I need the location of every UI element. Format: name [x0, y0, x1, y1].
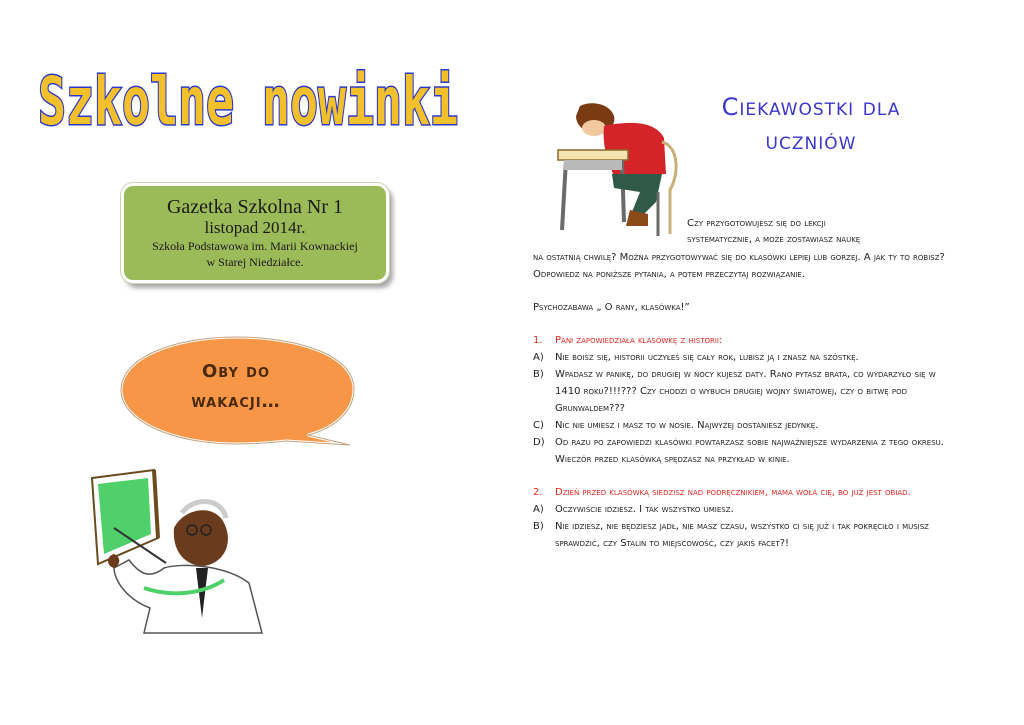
bubble-text: [118, 357, 354, 417]
student-illustration: [552, 102, 684, 240]
answer-mark: B): [533, 521, 544, 532]
teacher-illustration: [84, 468, 264, 633]
question-1-text: Pani zapowiedziała klasówkę z historii:: [555, 335, 723, 346]
answer-text: Nic nie umiesz i masz to w nosie. Najwyżej dostaniesz jedynkę.: [555, 420, 819, 431]
masthead-title: Szkolne nowinki: [38, 63, 458, 140]
article-title: [680, 90, 942, 158]
answer-mark: A): [533, 352, 544, 363]
answer-text: Oczywiście idziesz. I tak wszystko umiesz.: [555, 504, 734, 515]
article-body: [533, 249, 945, 552]
q1-answer-a: [533, 349, 945, 366]
question-1-number: 1.: [533, 335, 543, 346]
newsletter-masthead: [36, 58, 466, 138]
q1-answer-d: [533, 434, 945, 468]
answer-text: Wpadasz w panikę, do drugiej w nocy kujesz daty. Rano pytasz brata, co wydarzyło się w 1410 roku?!!!??? Czy chodzi o wybuch drugiej wojny światowej, czy o bitwę pod Grunwaldem???: [555, 369, 936, 414]
masthead-wordart: [36, 58, 466, 138]
quiz-title: Psychozabawa „ O rany, klasówka!”: [533, 302, 690, 313]
issue-title: Gazetka Szkolna Nr 1: [166, 196, 344, 218]
answer-mark: D): [533, 437, 545, 448]
answer-text: Nie idziesz, nie będziesz jadł, nie masz czasu, wszystko ci się już i tak pokręciło i musisz sprawdzić, czy Stalin to miejscowość, czy jakiś facet?!: [555, 521, 929, 549]
article-intro-line-2: systematycznie, a może zostawiasz naukę: [687, 234, 861, 245]
answer-text: Nie boisz się, historii uczyłeś się cały rok, lubisz ją i znasz na szóstkę.: [555, 352, 859, 363]
answer-mark: B): [533, 369, 544, 380]
article-intro-wrap: [687, 216, 937, 248]
answer-text: Od razu po zapowiedzi klasówki powtarzasz sobie najważniejsze wydarzenia z tego okresu. Wieczór przed klasówką spędzasz na przykład w kinie.: [555, 437, 944, 465]
bubble-line-2: wakacji…: [191, 391, 281, 412]
q2-answer-b: [533, 518, 945, 552]
article-title-line-2: uczniów: [765, 127, 857, 155]
answer-mark: A): [533, 504, 544, 515]
speech-bubble: [118, 333, 363, 463]
article-title-line-1: Ciekawostki dla: [721, 93, 901, 121]
q1-answer-b: [533, 366, 945, 417]
article-intro-line-1: Czy przygotowujesz się do lekcji: [687, 218, 826, 229]
answer-mark: C): [533, 420, 544, 431]
bubble-line-1: Oby do: [201, 361, 271, 382]
question-2-number: 2.: [533, 487, 543, 498]
article-intro-rest: na ostatnią chwilę? Można przygotowywać się do klasówki lepiej lub gorzej. A jak ty to robisz? Odpowiedz na poniższe pytania, a potem przeczytaj rozwiązanie.: [533, 252, 945, 280]
q2-answer-a: [533, 501, 945, 518]
school-name: Szkoła Podstawowa im. Marii Kownackiej: [152, 239, 358, 253]
issue-date: listopad 2014r.: [204, 218, 306, 237]
question-1: [533, 332, 945, 349]
school-location: w Starej Niedziałce.: [206, 255, 304, 269]
q1-answer-c: [533, 417, 945, 434]
question-2: [533, 484, 945, 501]
question-2-text: Dzień przed klasówką siedzisz nad podręcznikiem, mama woła cię, bo już jest obiad.: [555, 487, 911, 498]
issue-info-box: [121, 183, 389, 283]
